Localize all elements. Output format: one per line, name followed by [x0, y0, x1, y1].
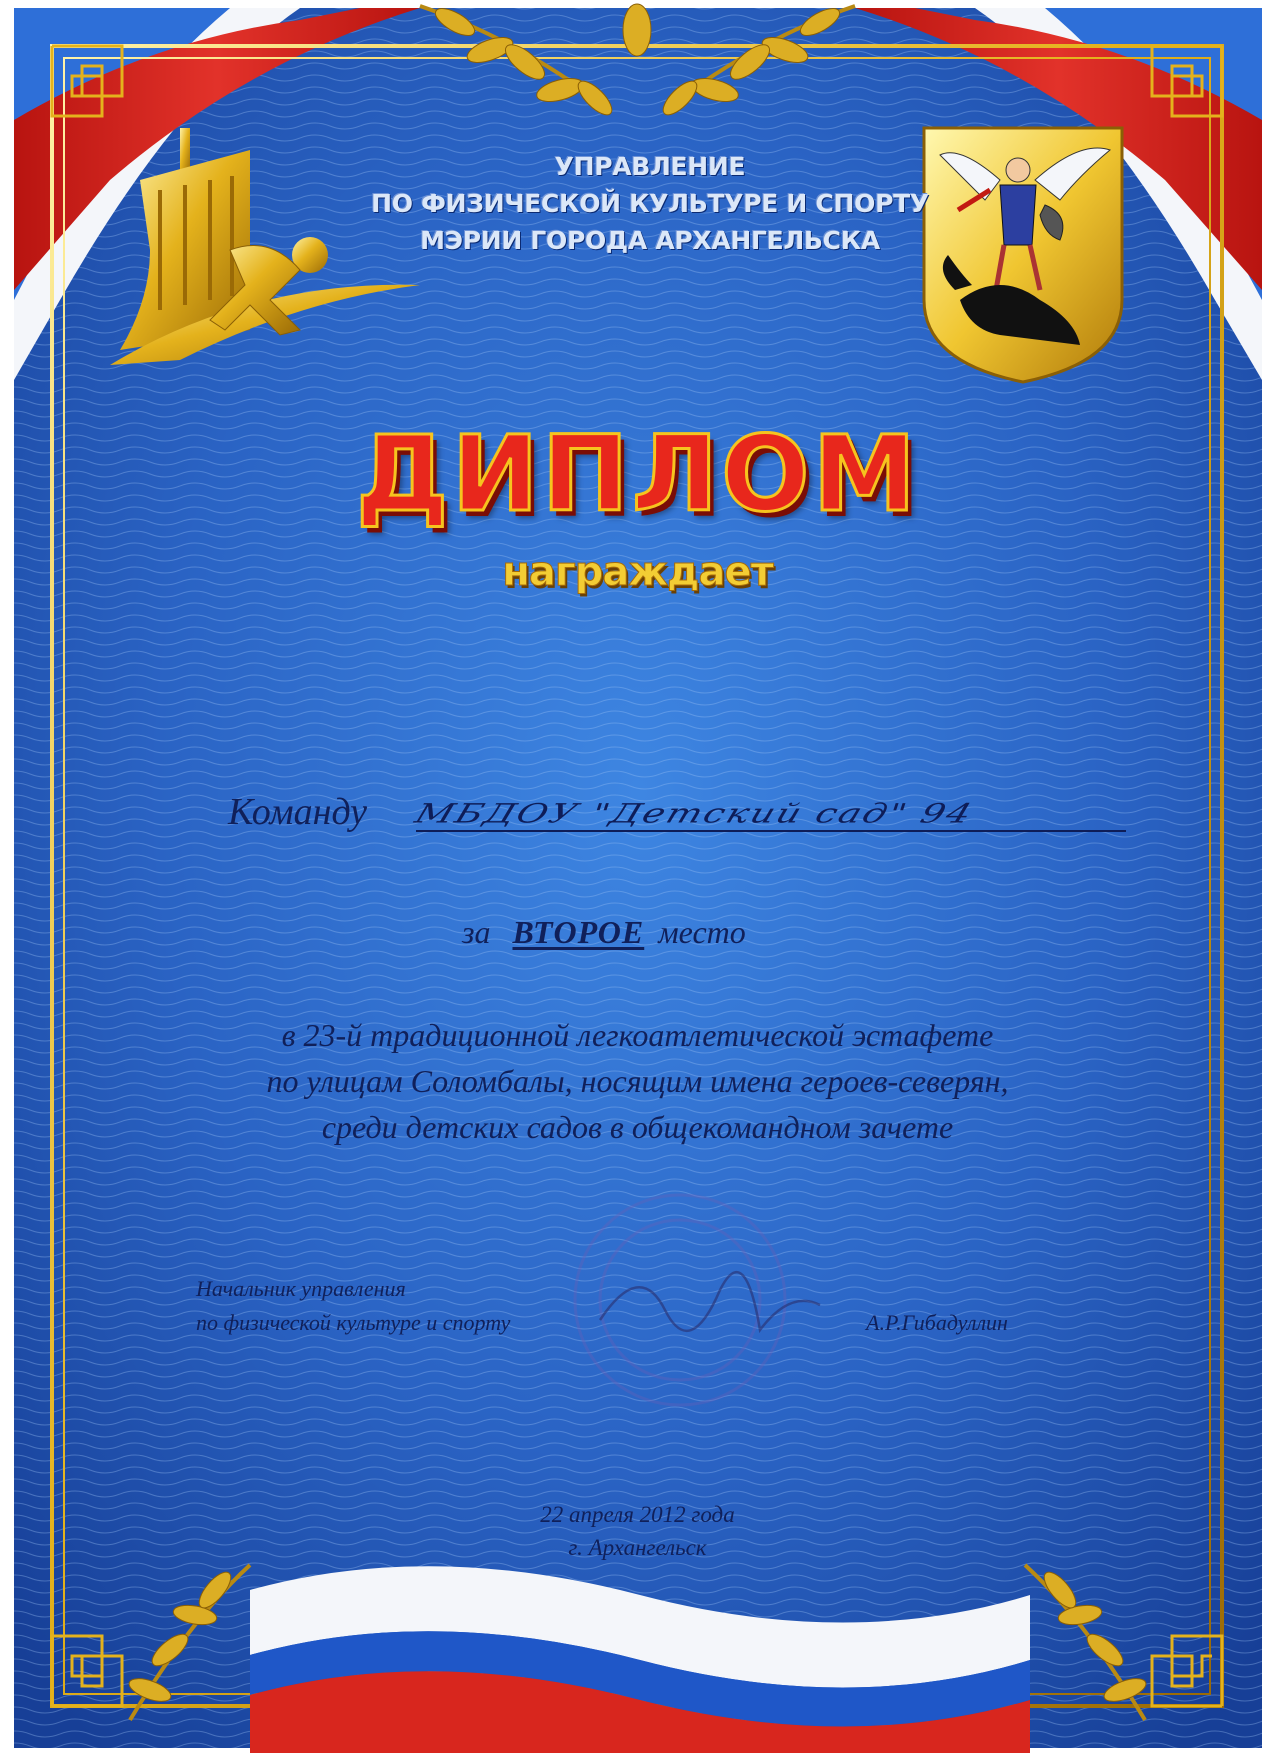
place-prefix: за	[462, 914, 491, 950]
signatory-position	[196, 1272, 510, 1340]
signatory-position-line-2: по физической культуре и спорту	[196, 1310, 511, 1335]
organization-line-3: МЭРИИ ГОРОДА АРХАНГЕЛЬСКА	[420, 226, 880, 255]
award-text: награждает	[502, 549, 773, 595]
place-row	[462, 908, 746, 956]
signatory-name: А.Р.Гибадуллин	[866, 1310, 1008, 1335]
organization-line-1: УПРАВЛЕНИЕ	[554, 152, 746, 181]
signatory-position-line-1: Начальник управления	[196, 1276, 406, 1301]
event-line-2: по улицам Соломбалы, носящим имена героев-северян,	[266, 1063, 1009, 1099]
recipient-label: Команду	[228, 791, 368, 833]
event-line-1: в 23-й традиционной легкоатлетической эстафете	[281, 1017, 994, 1053]
event-line-3: среди детских садов в общекомандном зачете	[321, 1109, 954, 1145]
issue-date-line-2: г. Архангельск	[568, 1535, 707, 1560]
issue-date	[400, 1498, 875, 1564]
place-value: ВТОРОЕ	[512, 914, 645, 950]
place-suffix: место	[658, 914, 746, 950]
organization-line-2: ПО ФИЗИЧЕСКОЙ КУЛЬТУРЕ И СПОРТУ	[371, 189, 929, 218]
diploma-title: ДИПЛОМ	[356, 413, 919, 535]
recipient-name: МБДОУ "Детский сад" 94	[411, 798, 978, 830]
issue-date-line-1: 22 апреля 2012 года	[540, 1502, 735, 1527]
event-description	[160, 1012, 1115, 1150]
organization-name	[330, 148, 970, 259]
recipient-underline	[416, 830, 1126, 832]
